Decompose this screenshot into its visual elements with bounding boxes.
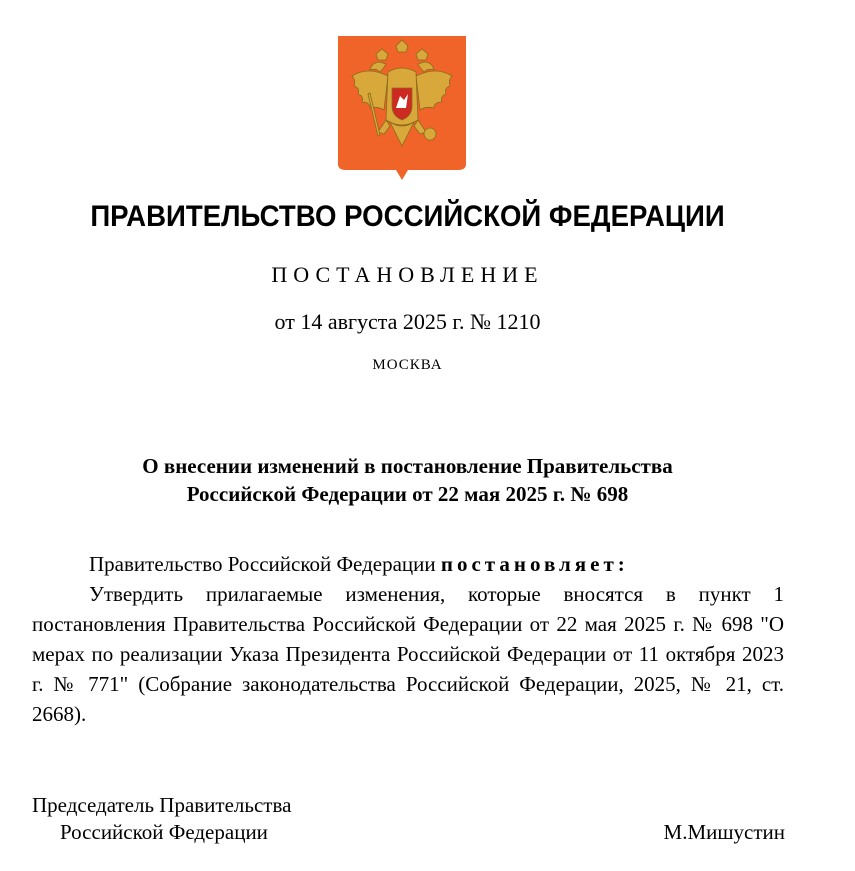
government-title: ПРАВИТЕЛЬСТВО РОССИЙСКОЙ ФЕДЕРАЦИИ bbox=[90, 200, 725, 233]
signer-position bbox=[32, 792, 291, 846]
document-body bbox=[32, 549, 784, 729]
signer-position-line-1: Председатель Правительства bbox=[32, 793, 292, 817]
subject-line-1: О внесении изменений в постановление Правительства bbox=[142, 454, 673, 478]
subject-line-2: Российской Федерации от 22 мая 2025 г. № 698 bbox=[186, 482, 629, 506]
document-subject bbox=[0, 452, 815, 508]
coat-of-arms-emblem bbox=[338, 36, 466, 180]
decree-verb: постановляет: bbox=[440, 552, 629, 576]
decree-intro bbox=[32, 549, 784, 579]
signer-name: М.Мишустин bbox=[663, 820, 785, 844]
shield-icon bbox=[392, 88, 412, 120]
decree-paragraph: Утвердить прилагаемые изменения, которые вносятся в пункт 1 постановления Правительства Российской Федерации от 22 мая 2025 г. № 698 "О мерах по реализации Указа Президента Российской Федерации от 11 октября 2023 г. № 771" (Собрание законодательства Российской Федерации, 2025, № 21, ст. 2668). bbox=[32, 582, 784, 726]
document-type: ПОСТАНОВЛЕНИЕ bbox=[271, 262, 544, 287]
decree-intro-text: Правительство Российской Федерации bbox=[89, 552, 441, 576]
document-date-number: от 14 августа 2025 г. № 1210 bbox=[274, 309, 541, 334]
document-city: МОСКВА bbox=[372, 357, 443, 373]
signer-position-line-2: Российской Федерации bbox=[60, 820, 268, 844]
